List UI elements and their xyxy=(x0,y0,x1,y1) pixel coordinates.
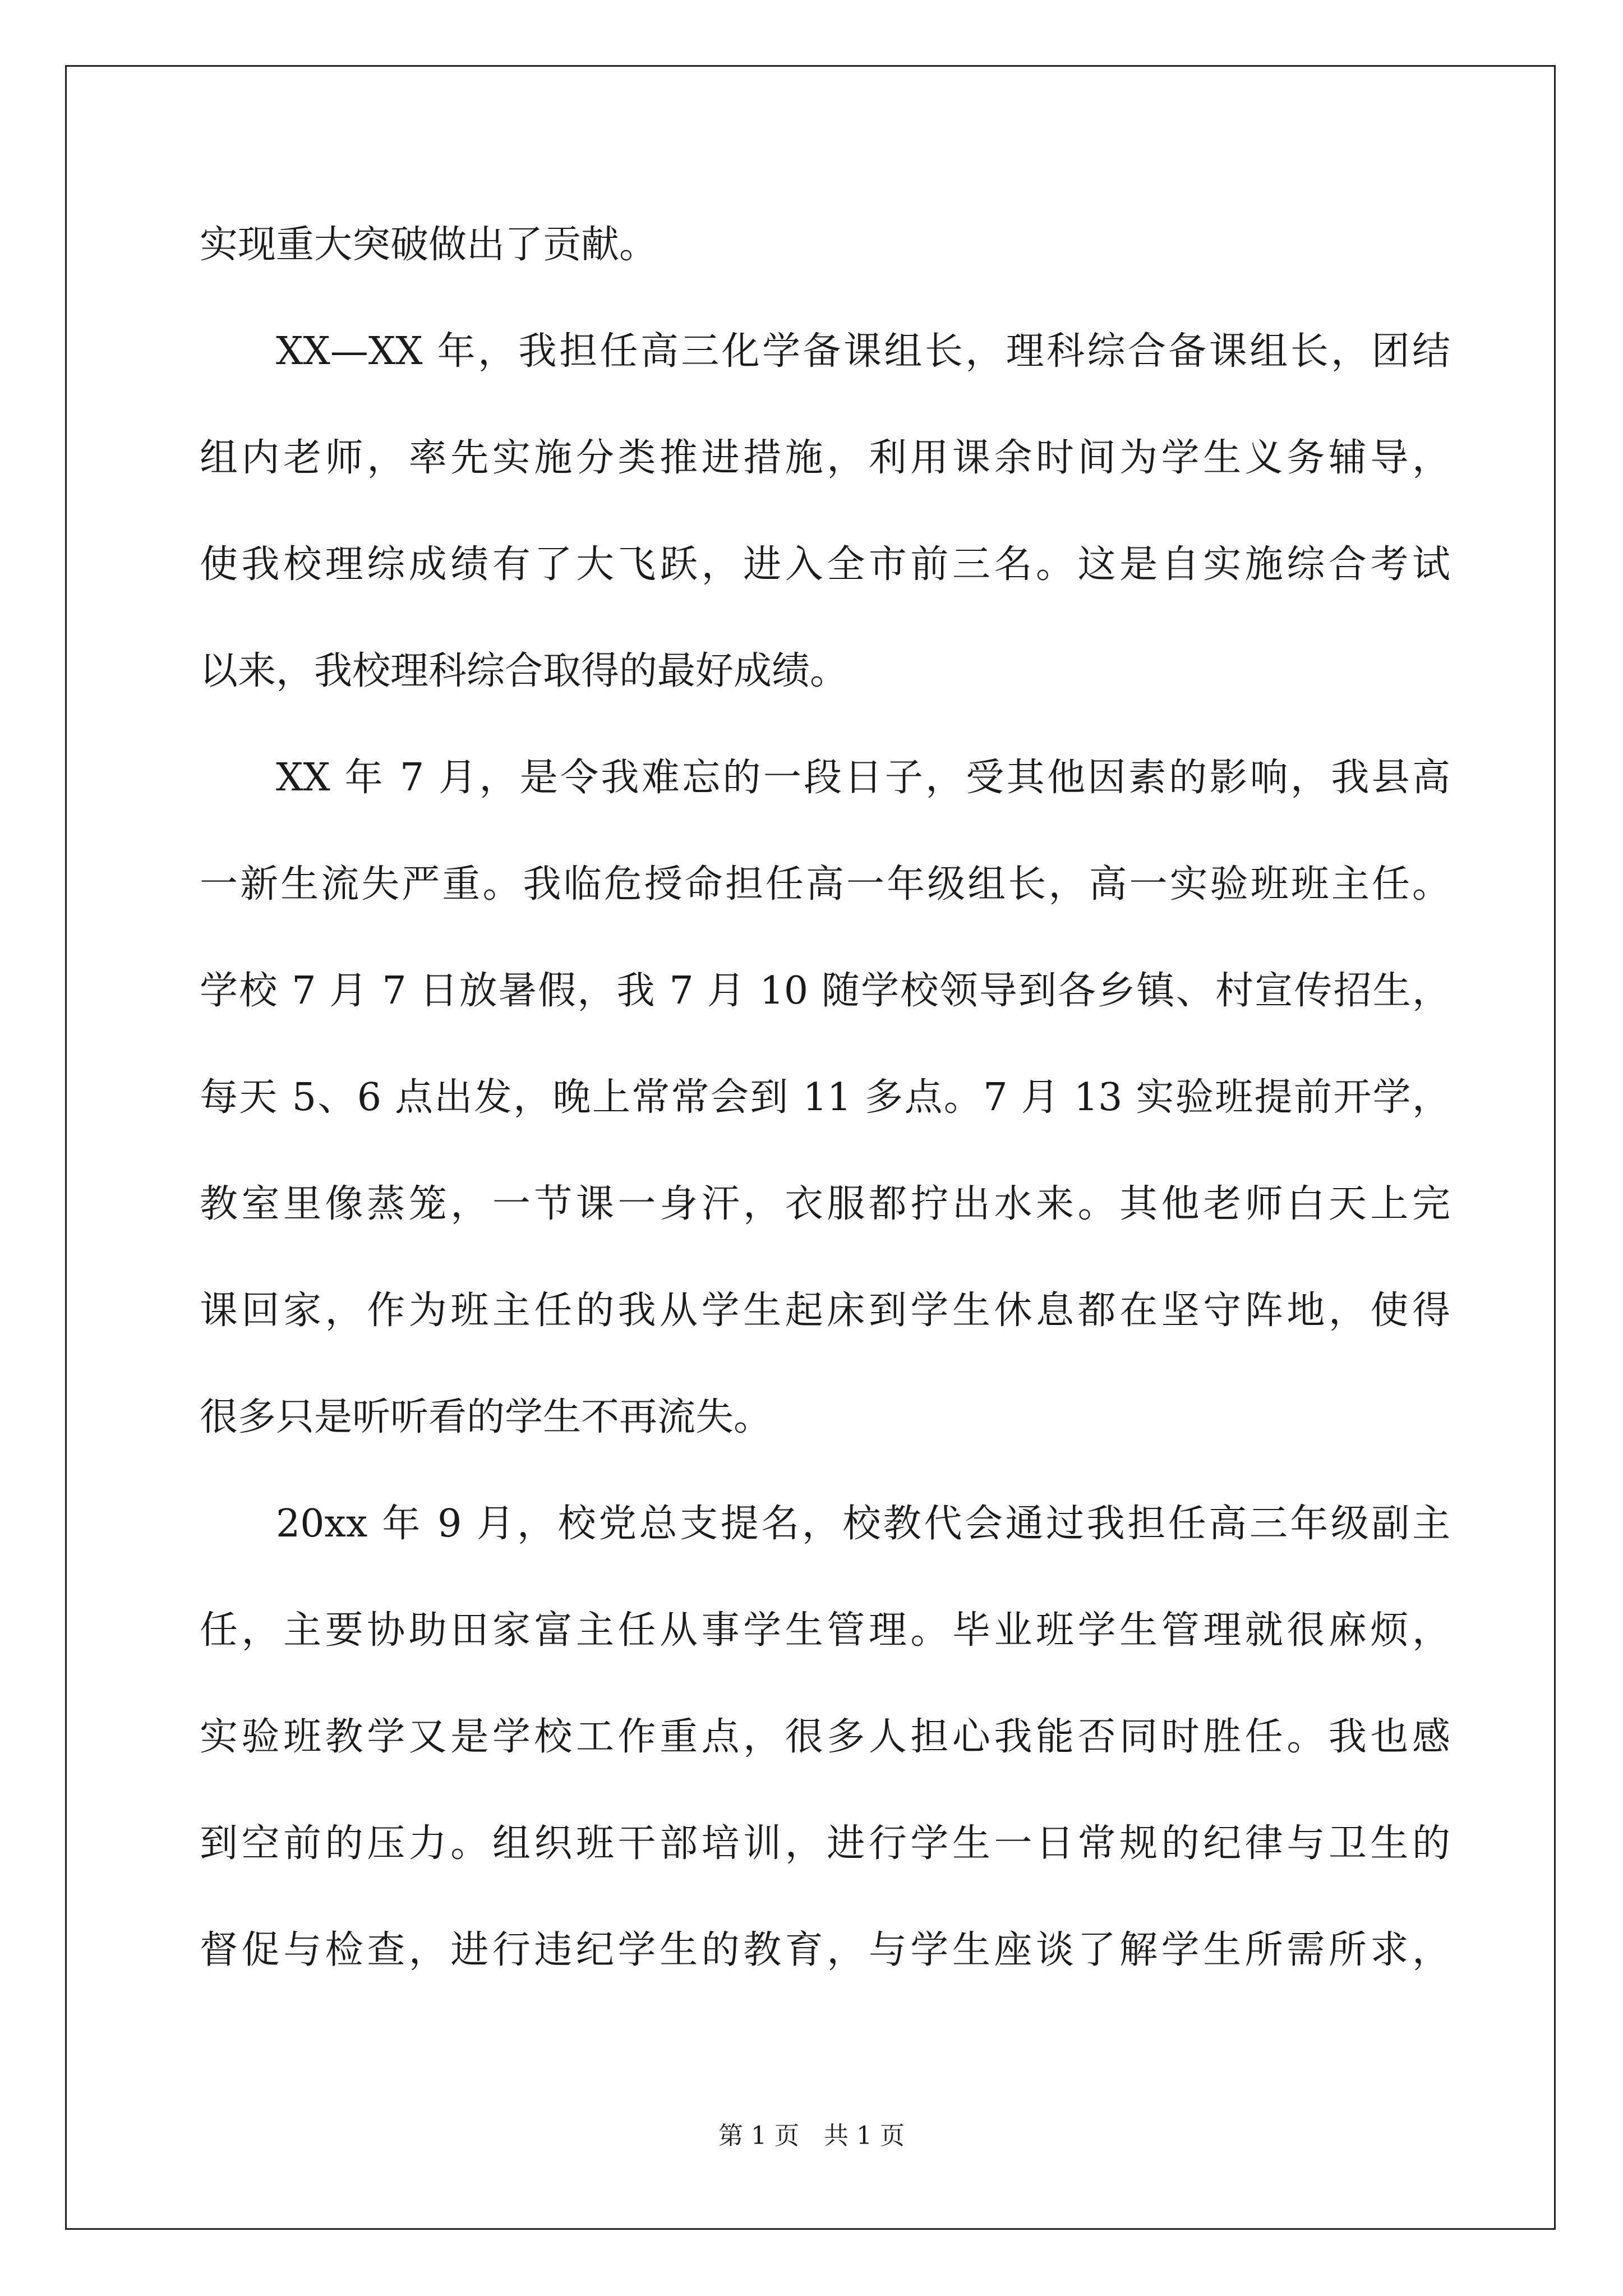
paragraph-line: XX 年 7 月，是令我难忘的一段日子，受其他因素的影响，我县高 xyxy=(276,756,1450,800)
document-body xyxy=(200,192,1450,2004)
paragraph-line: 每天 5、6 点出发，晚上常常会到 11 多点。7 月 13 实验班提前开学， xyxy=(200,1075,1450,1120)
paragraph-line: 实验班教学又是学校工作重点，很多人担心我能否同时胜任。我也感 xyxy=(200,1715,1450,1759)
page-total: 共 1 页 xyxy=(824,2122,905,2150)
paragraph-line: 很多只是听听看的学生不再流失。 xyxy=(200,1395,772,1439)
paragraph-line: 20xx 年 9 月，校党总支提名，校教代会通过我担任高三年级副主 xyxy=(276,1502,1450,1546)
paragraph-line: 以来，我校理科综合取得的最好成绩。 xyxy=(200,649,849,693)
page-footer xyxy=(0,2119,1623,2153)
paragraph-line: 督促与检查，进行违纪学生的教育，与学生座谈了解学生所需所求， xyxy=(200,1928,1450,1972)
paragraph-line: XX—XX 年，我担任高三化学备课组长，理科综合备课组长，团结 xyxy=(276,329,1450,374)
paragraph-line: 任，主要协助田家富主任从事学生管理。毕业班学生管理就很麻烦， xyxy=(200,1608,1450,1653)
paragraph-line: 实现重大突破做出了贡献。 xyxy=(200,223,658,267)
paragraph-line: 一新生流失严重。我临危授命担任高一年级组长，高一实验班班主任。 xyxy=(200,862,1450,907)
paragraph-line: 组内老师，率先实施分类推进措施，利用课余时间为学生义务辅导， xyxy=(200,436,1450,480)
paragraph-line: 学校 7 月 7 日放暑假，我 7 月 10 随学校领导到各乡镇、村宣传招生， xyxy=(200,969,1450,1013)
page-number: 第 1 页 xyxy=(718,2122,799,2150)
paragraph-line: 到空前的压力。组织班干部培训，进行学生一日常规的纪律与卫生的 xyxy=(200,1821,1450,1866)
paragraph-line: 课回家，作为班主任的我从学生起床到学生休息都在坚守阵地，使得 xyxy=(200,1289,1450,1333)
paragraph-line: 教室里像蒸笼，一节课一身汗，衣服都拧出水来。其他老师白天上完 xyxy=(200,1182,1450,1226)
paragraph-line: 使我校理综成绩有了大飞跃，进入全市前三名。这是自实施综合考试 xyxy=(200,542,1450,587)
